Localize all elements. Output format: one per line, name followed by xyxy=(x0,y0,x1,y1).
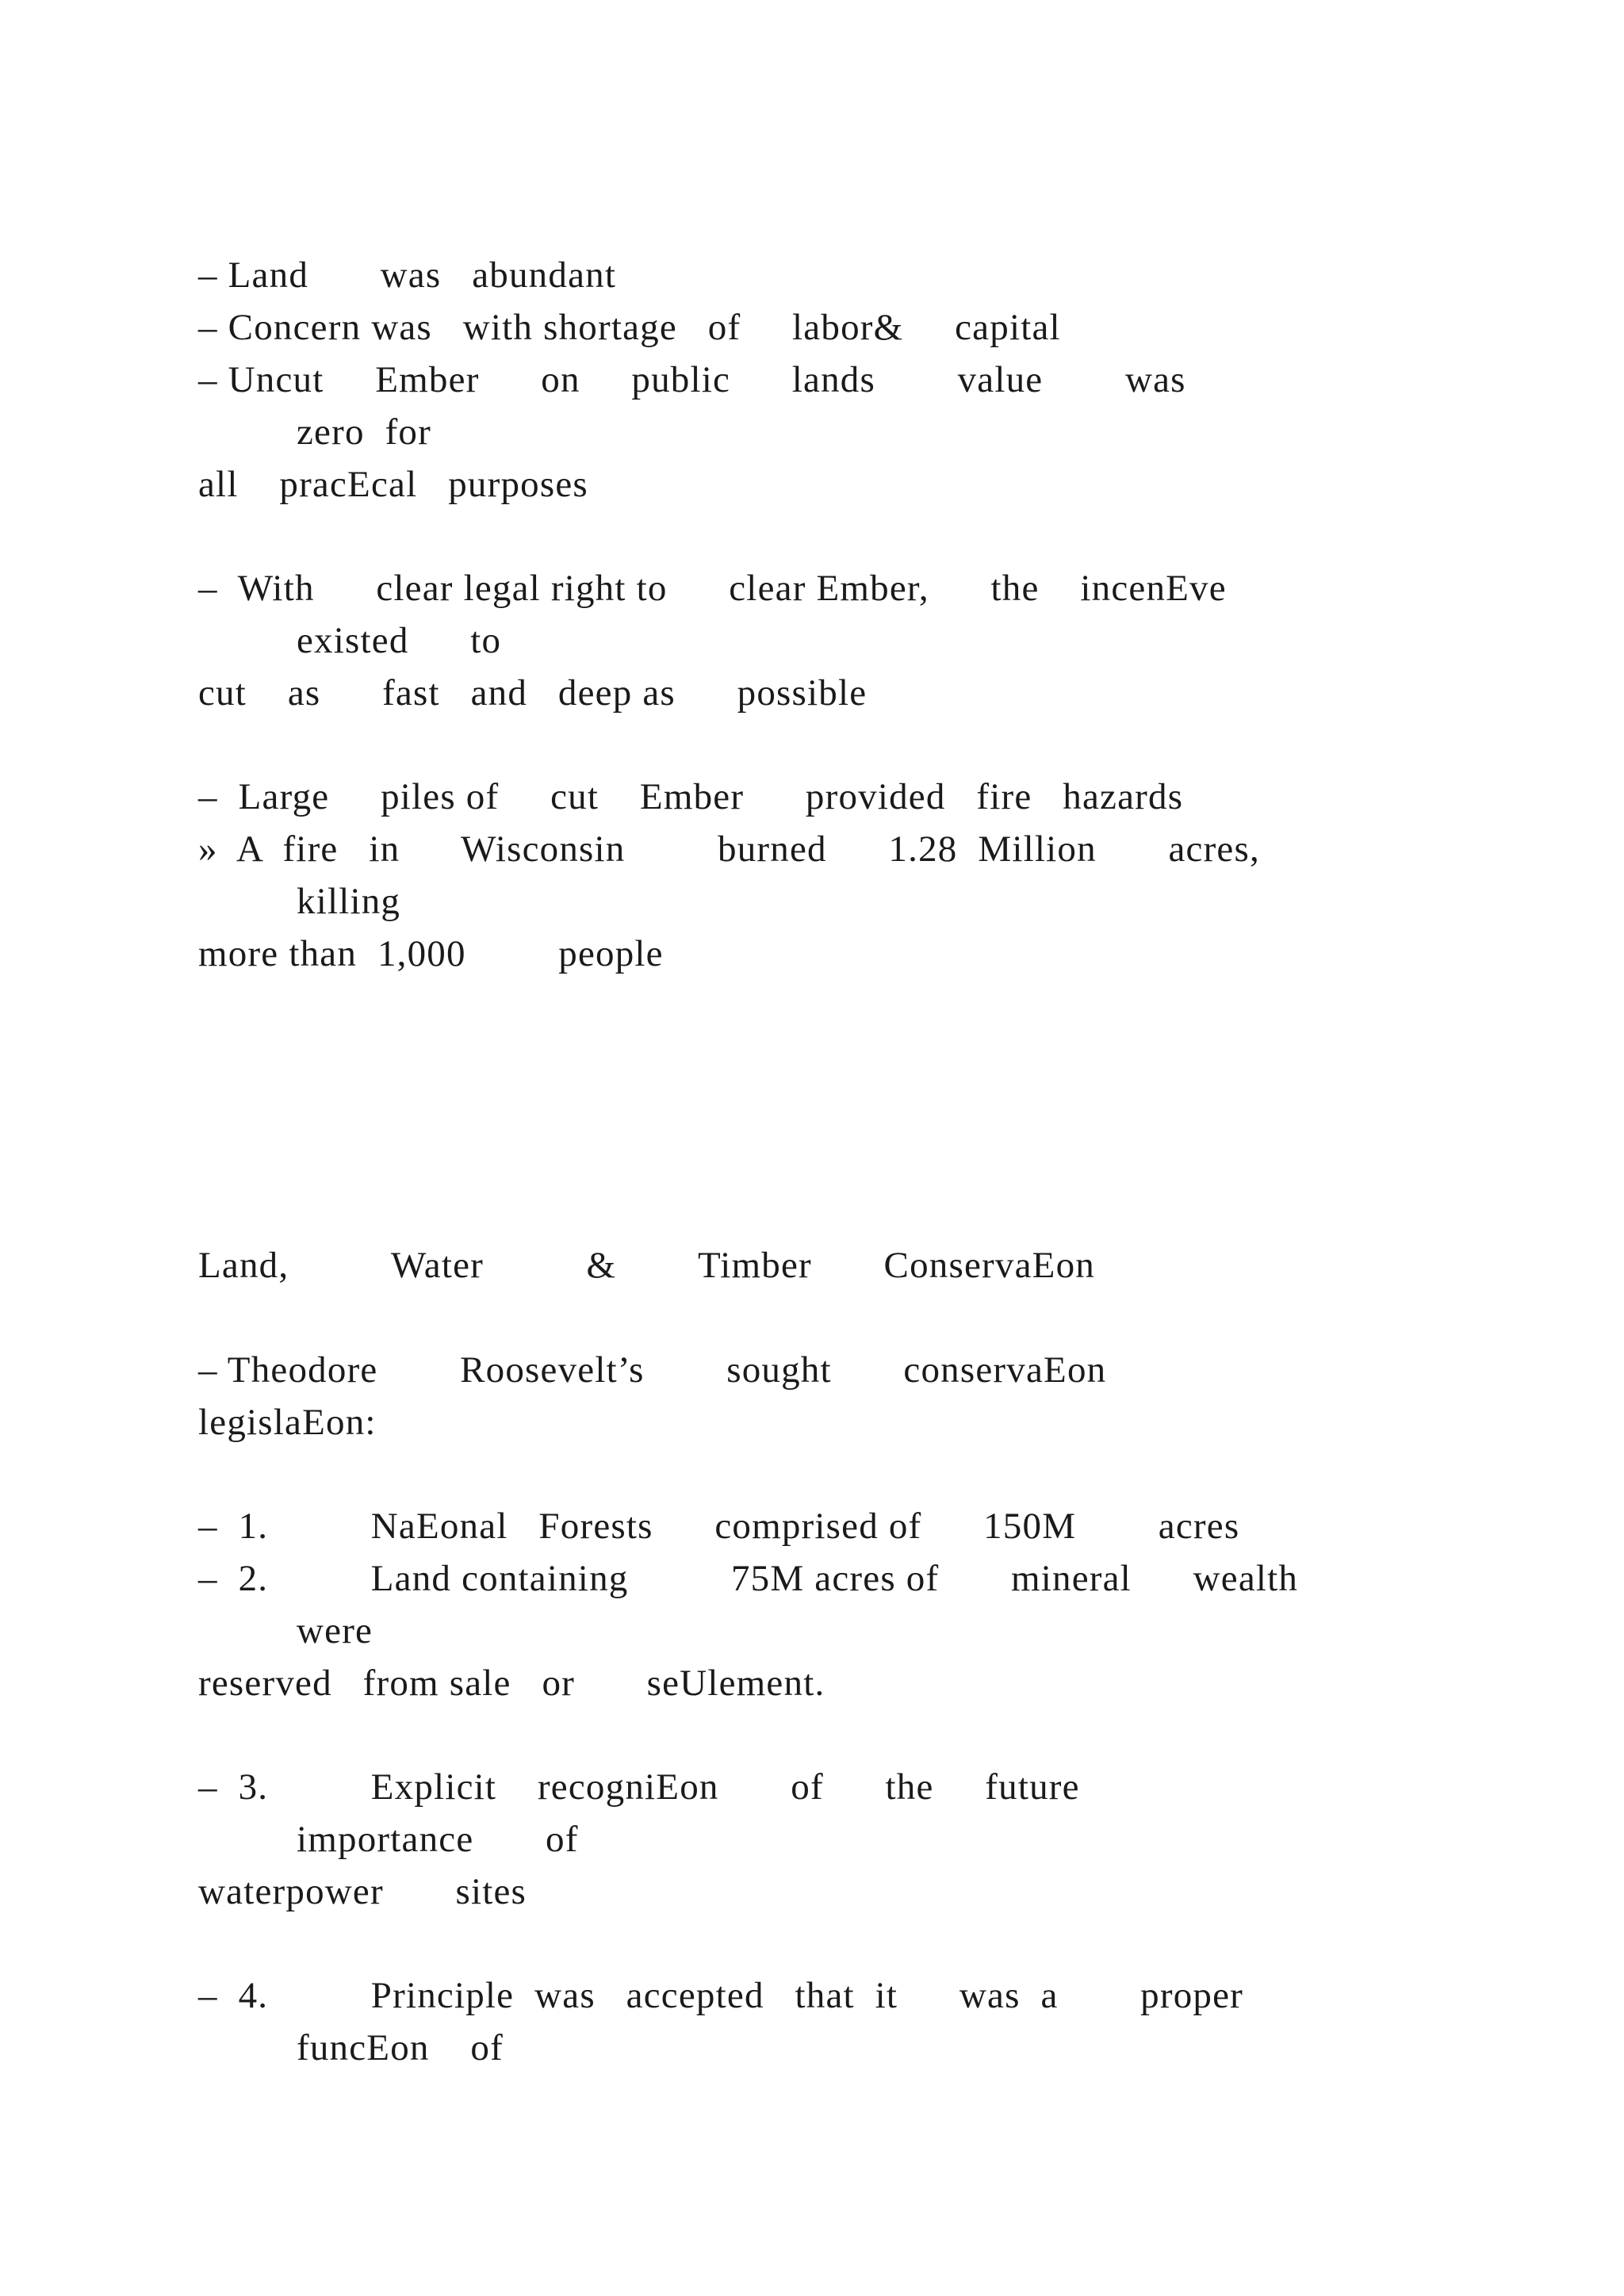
text-line-killing: killing xyxy=(297,881,401,922)
text-line-item-3: – 3. Explicit recogniEon of the future xyxy=(198,1766,1080,1808)
text-line-item-4: – 4. Principle was accepted that it was a proper xyxy=(198,1975,1244,2016)
text-line-legal-right: – With clear legal right to clear Ember, the incenEve xyxy=(198,568,1227,609)
section-heading: Land, Water & Timber ConservaEon xyxy=(198,1245,1095,1286)
text-line-were: were xyxy=(297,1610,373,1651)
text-line-waterpower: waterpower sites xyxy=(198,1871,527,1912)
text-line-practical-purposes: all pracEcal purposes xyxy=(198,464,588,505)
text-line-importance: importance of xyxy=(297,1819,579,1860)
text-line-uncut-timber: – Uncut Ember on public lands value was xyxy=(198,359,1186,400)
text-line-zero-for: zero for xyxy=(297,411,431,453)
text-line-item-2: – 2. Land containing 75M acres of mineral wealth xyxy=(198,1558,1299,1599)
text-line-land-abundant: – Land was abundant xyxy=(198,254,617,296)
text-line-fire-hazards: – Large piles of cut Ember provided fire hazards xyxy=(198,776,1184,817)
text-line-people: more than 1,000 people xyxy=(198,933,664,974)
text-line-wisconsin-fire: » A fire in Wisconsin burned 1.28 Million acres, xyxy=(198,828,1260,870)
text-line-roosevelt: – Theodore Roosevelt’s sought conservaEon xyxy=(198,1349,1107,1391)
text-line-reserved: reserved from sale or seUlement. xyxy=(198,1663,825,1704)
text-line-legislation: legislaEon: xyxy=(198,1402,377,1443)
text-line-existed-to: existed to xyxy=(297,620,502,661)
text-line-function-of: funcEon of xyxy=(297,2027,504,2068)
text-line-item-1: – 1. NaEonal Forests comprised of 150M acres xyxy=(198,1506,1240,1547)
text-line-concern-labor-capital: – Concern was with shortage of labor& capital xyxy=(198,307,1061,348)
text-line-cut-fast: cut as fast and deep as possible xyxy=(198,672,868,714)
